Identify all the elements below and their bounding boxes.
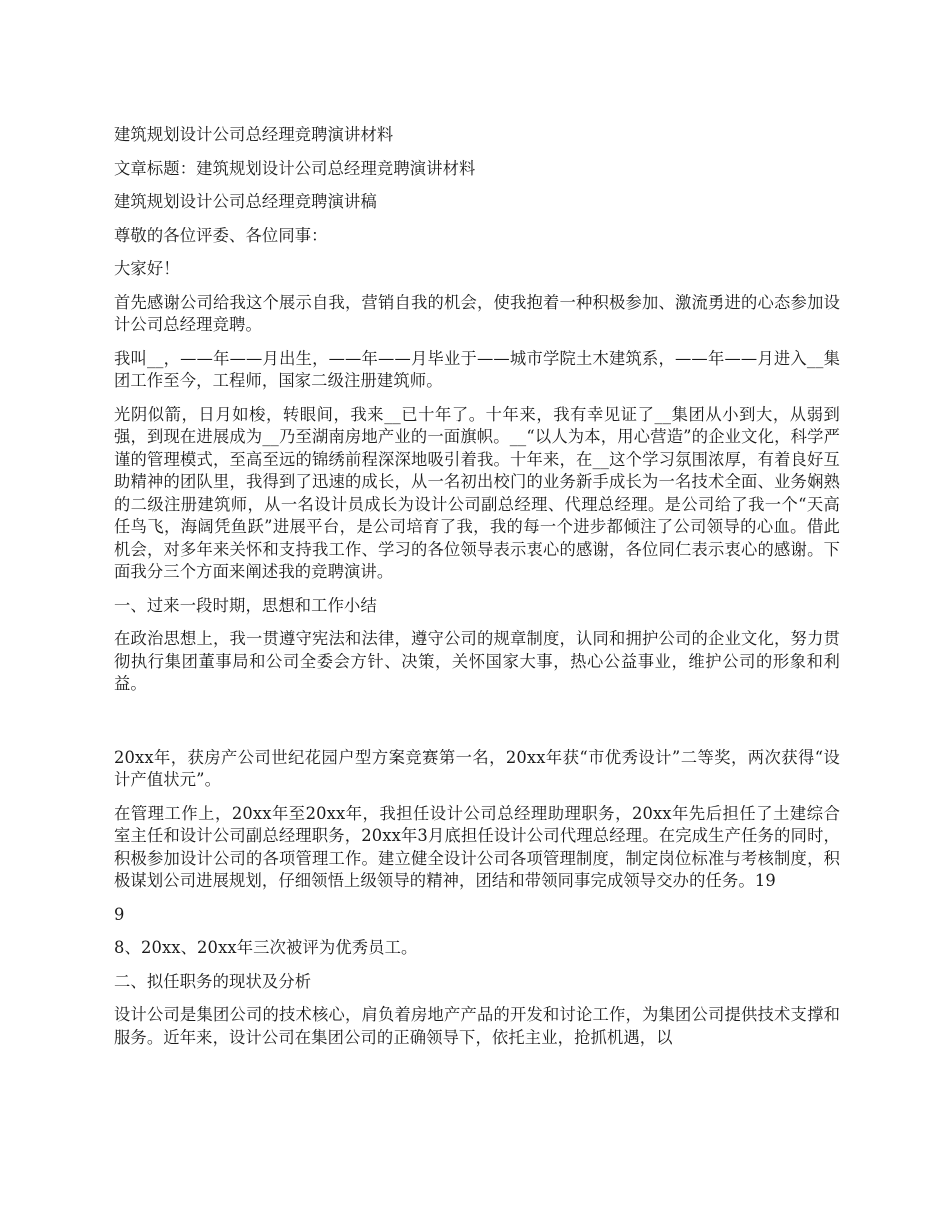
- body-paragraph: 在管理工作上，20xx年至20xx年，我担任设计公司总经理助理职务，20xx年先后担任了土建综合室主任和设计公司副总经理职务，20xx年3月底担任设计公司代理总经理。在完成生产任务的同时，积极参加设计公司的各项管理工作。建立健全设计公司各项管理制度，制定岗位标准与考核制度，积极谋划公司进展规划，仔细领悟上级领导的精神，团结和带领同事完成领导交办的任务。19: [114, 803, 840, 890]
- section-heading: 二、拟任职务的现状及分析: [114, 971, 312, 991]
- body-paragraph: 20xx年，获房产公司世纪花园户型方案竞赛第一名，20xx年获“市优秀设计”二等奖，两次获得“设计产值状元”。: [114, 747, 840, 789]
- body-paragraph: 我叫__，——年——月出生，——年——月毕业于——城市学院土木建筑系，——年——月进入__集团工作至今，工程师，国家二级注册建筑师。: [114, 348, 840, 390]
- body-paragraph: 设计公司是集团公司的技术核心，肩负着房地产产品的开发和讨论工作，为集团公司提供技术支撑和服务。近年来，设计公司在集团公司的正确领导下，依托主业，抢抓机遇，以: [114, 1005, 840, 1047]
- greeting: 大家好！: [114, 259, 180, 278]
- body-paragraph: 光阴似箭，日月如梭，转眼间，我来__已十年了。十年来，我有幸见证了__集团从小到大，从弱到强，到现在进展成为__乃至湖南房地产业的一面旗帜。__“以人为本，用心营造”的企业文化，科学严谨的管理模式，至高至远的锦绣前程深深地吸引着我。十年来，在__这个学习氛围浓厚，有着良好互助精神的团队里，我得到了迅速的成长，从一名初出校门的业务新手成长为一名技术全面、业务娴熟的二级注册建筑师，从一名设计员成长为设计公司副总经理、代理总经理。是公司给了我一个“天高任鸟飞，海阔凭鱼跃”进展平台，是公司培育了我，我的每一个进步都倾注了公司领导的心血。借此机会，对多年来关怀和支持我工作、学习的各位领导表示衷心的感谢，各位同仁表示衷心的感谢。下面我分三个方面来阐述我的竞聘演讲。: [114, 404, 840, 581]
- speech-title: 建筑规划设计公司总经理竞聘演讲稿: [114, 192, 377, 211]
- blank-gap: [114, 707, 840, 747]
- salutation: 尊敬的各位评委、各位同事：: [114, 225, 328, 245]
- body-paragraph: 在政治思想上，我一贯遵守宪法和法律，遵守公司的规章制度，认同和拥护公司的企业文化，努力贯彻执行集团董事局和公司全委会方针、决策，关怀国家大事，热心公益事业，维护公司的形象和利益。: [114, 629, 840, 693]
- body-paragraph: 首先感谢公司给我这个展示自我，营销自我的机会，使我抱着一种积极参加、激流勇进的心态参加设计公司总经理竞聘。: [114, 292, 840, 334]
- article-title-line: 文章标题：建筑规划设计公司总经理竞聘演讲材料: [114, 158, 476, 178]
- body-paragraph: 8、20xx、20xx年三次被评为优秀员工。: [114, 938, 418, 957]
- document-page: [114, 124, 840, 1060]
- section-heading: 一、过来一段时期，思想和工作小结: [114, 595, 377, 615]
- stray-number: 9: [114, 904, 125, 924]
- document-heading: 建筑规划设计公司总经理竞聘演讲材料: [114, 125, 394, 144]
